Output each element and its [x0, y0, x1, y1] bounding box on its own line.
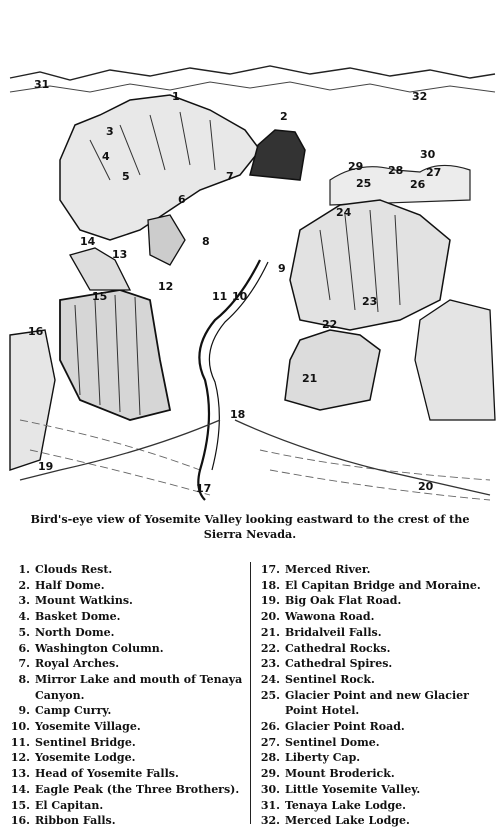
- legend-item-text: Bridalveil Falls.: [285, 625, 382, 639]
- map-label-26: 26: [410, 178, 426, 191]
- legend-item: [8, 703, 246, 719]
- legend-item-text: Cathedral Rocks.: [285, 641, 391, 655]
- legend-item: [258, 562, 496, 578]
- legend-item-number: 24.: [260, 672, 280, 686]
- legend-item-text: North Dome.: [35, 625, 115, 639]
- map-label-30: 30: [420, 148, 436, 161]
- map-label-13: 13: [112, 248, 128, 261]
- legend-item-text: Wawona Road.: [285, 610, 375, 624]
- legend-item-number: 14.: [10, 782, 30, 796]
- legend-item-text: Sentinel Rock.: [285, 672, 375, 686]
- legend-item-number: 28.: [260, 751, 280, 765]
- legend-item-number: 20.: [260, 610, 280, 624]
- legend-item: [8, 798, 246, 814]
- legend-item-text: Royal Arches.: [35, 657, 120, 671]
- legend-item-number: 12.: [10, 751, 30, 765]
- legend-item-text: Little Yosemite Valley.: [285, 782, 421, 796]
- legend-item: [8, 641, 246, 657]
- legend-item-text: Yosemite Lodge.: [35, 751, 136, 765]
- legend-item: [8, 672, 246, 703]
- legend-item-text: Tenaya Lake Lodge.: [285, 798, 406, 812]
- legend-item-number: 30.: [260, 782, 280, 796]
- legend-item-text: Yosemite Village.: [35, 720, 141, 734]
- legend-item: [8, 766, 246, 782]
- legend-item-text: Sentinel Bridge.: [35, 735, 136, 749]
- map-label-15: 15: [92, 290, 108, 303]
- legend-item: [258, 625, 496, 641]
- legend-item-number: 17.: [260, 563, 280, 576]
- legend-item-text: Mount Watkins.: [35, 594, 133, 608]
- map-label-25: 25: [356, 177, 372, 190]
- legend-item-number: 29.: [260, 767, 280, 781]
- map-label-31: 31: [34, 78, 50, 91]
- map-label-16: 16: [28, 325, 44, 338]
- map-label-28: 28: [388, 164, 404, 177]
- legend-item-number: 22.: [260, 641, 280, 655]
- legend-item: [8, 782, 246, 798]
- legend-item: [8, 609, 246, 625]
- legend-item-text: Sentinel Dome.: [285, 735, 380, 749]
- legend-item-text: Head of Yosemite Falls.: [35, 767, 179, 781]
- legend-item-text: El Capitan.: [35, 798, 104, 812]
- figure-caption: Bird's-eye view of Yosemite Valley looking eastward to the crest of the Sierra Nevada.: [30, 512, 470, 541]
- legend-item: [258, 688, 496, 719]
- legend-item-text: Mirror Lake and mouth of Tenaya Canyon.: [35, 672, 243, 702]
- map-label-4: 4: [102, 150, 110, 163]
- legend-item: [258, 735, 496, 751]
- legend-item-number: 13.: [10, 767, 30, 781]
- map-label-23: 23: [362, 295, 378, 308]
- legend-item-number: 2.: [18, 578, 30, 592]
- legend-item: [258, 578, 496, 594]
- map-label-32: 32: [412, 90, 428, 103]
- legend-item: [258, 593, 496, 609]
- legend-item-text: Cathedral Spires.: [285, 657, 393, 671]
- legend-item: [258, 656, 496, 672]
- map-label-17: 17: [196, 482, 212, 495]
- legend-item-number: 10.: [10, 720, 30, 734]
- legend-item-number: 32.: [260, 814, 280, 828]
- map-label-24: 24: [336, 206, 352, 219]
- legend-item-text: Glacier Point and new Glacier Point Hotel.: [285, 688, 469, 718]
- legend-item-text: Mount Broderick.: [285, 767, 395, 781]
- legend-item-text: Big Oak Flat Road.: [285, 594, 402, 608]
- map-label-20: 20: [418, 480, 434, 493]
- legend-item-number: 11.: [10, 735, 30, 749]
- map-label-12: 12: [158, 280, 174, 293]
- map-label-1: 1: [172, 90, 180, 103]
- legend-item-number: 5.: [18, 625, 30, 639]
- legend-item-text: Glacier Point Road.: [285, 720, 405, 734]
- legend-item: [8, 750, 246, 766]
- legend-item: [258, 750, 496, 766]
- legend-item-number: 4.: [18, 610, 30, 624]
- map-label-8: 8: [202, 235, 210, 248]
- legend-item-text: Clouds Rest.: [35, 563, 113, 576]
- legend-item-number: 7.: [18, 657, 30, 671]
- legend-item-text: Washington Column.: [35, 641, 164, 655]
- legend-item-text: El Capitan Bridge and Moraine.: [285, 578, 481, 592]
- map-label-21: 21: [302, 372, 318, 385]
- map-label-10: 10: [232, 290, 248, 303]
- legend-item: [258, 798, 496, 814]
- legend-item-text: Camp Curry.: [35, 704, 112, 718]
- legend-item-number: 23.: [260, 657, 280, 671]
- legend-item: [258, 766, 496, 782]
- legend-item-number: 25.: [260, 688, 280, 702]
- legend-item: [258, 609, 496, 625]
- legend-item: [8, 735, 246, 751]
- legend-item-number: 27.: [260, 735, 280, 749]
- legend-item: [8, 719, 246, 735]
- legend-item-number: 3.: [18, 594, 30, 608]
- legend-item-number: 9.: [18, 704, 30, 718]
- map-label-27: 27: [426, 166, 442, 179]
- legend-item-text: Merced Lake Lodge.: [285, 814, 410, 828]
- map-label-9: 9: [278, 262, 286, 275]
- legend-item: [8, 656, 246, 672]
- legend-item: [8, 562, 246, 578]
- legend-item: [258, 813, 496, 829]
- legend-item: [8, 593, 246, 609]
- map-label-11: 11: [212, 290, 228, 303]
- legend-item: [258, 719, 496, 735]
- map-label-29: 29: [348, 160, 364, 173]
- legend-item: [258, 641, 496, 657]
- legend-item-text: Half Dome.: [35, 578, 105, 592]
- legend-item-text: Merced River.: [285, 563, 371, 576]
- legend-item: [258, 782, 496, 798]
- map-label-7: 7: [226, 170, 234, 183]
- legend-divider: [250, 562, 251, 824]
- legend-item-text: Eagle Peak (the Three Brothers).: [35, 782, 240, 796]
- legend-item: [258, 672, 496, 688]
- map-label-3: 3: [106, 125, 114, 138]
- legend-item-text: Ribbon Falls.: [35, 814, 116, 828]
- legend-item-text: Liberty Cap.: [285, 751, 361, 765]
- legend-item-number: 8.: [18, 672, 30, 686]
- map-label-14: 14: [80, 235, 96, 248]
- legend-item: [8, 813, 246, 829]
- map-label-19: 19: [38, 460, 54, 473]
- legend-item-text: Basket Dome.: [35, 610, 121, 624]
- legend-item-number: 15.: [10, 798, 30, 812]
- legend-item-number: 21.: [260, 625, 280, 639]
- legend-item-number: 19.: [260, 594, 280, 608]
- legend-item: [8, 625, 246, 641]
- legend-item-number: 18.: [260, 578, 280, 592]
- legend-column-left: [8, 562, 246, 829]
- legend-item-number: 6.: [18, 641, 30, 655]
- map-label-18: 18: [230, 408, 246, 421]
- legend-item-number: 16.: [10, 814, 30, 828]
- legend-item-number: 31.: [260, 798, 280, 812]
- legend-item: [8, 578, 246, 594]
- legend-column-right: [258, 562, 496, 829]
- map-label-6: 6: [178, 193, 186, 206]
- map-label-5: 5: [122, 170, 130, 183]
- legend-item-number: 1.: [18, 563, 30, 576]
- legend-item-number: 26.: [260, 720, 280, 734]
- map-label-2: 2: [280, 110, 288, 123]
- map-label-22: 22: [322, 318, 338, 331]
